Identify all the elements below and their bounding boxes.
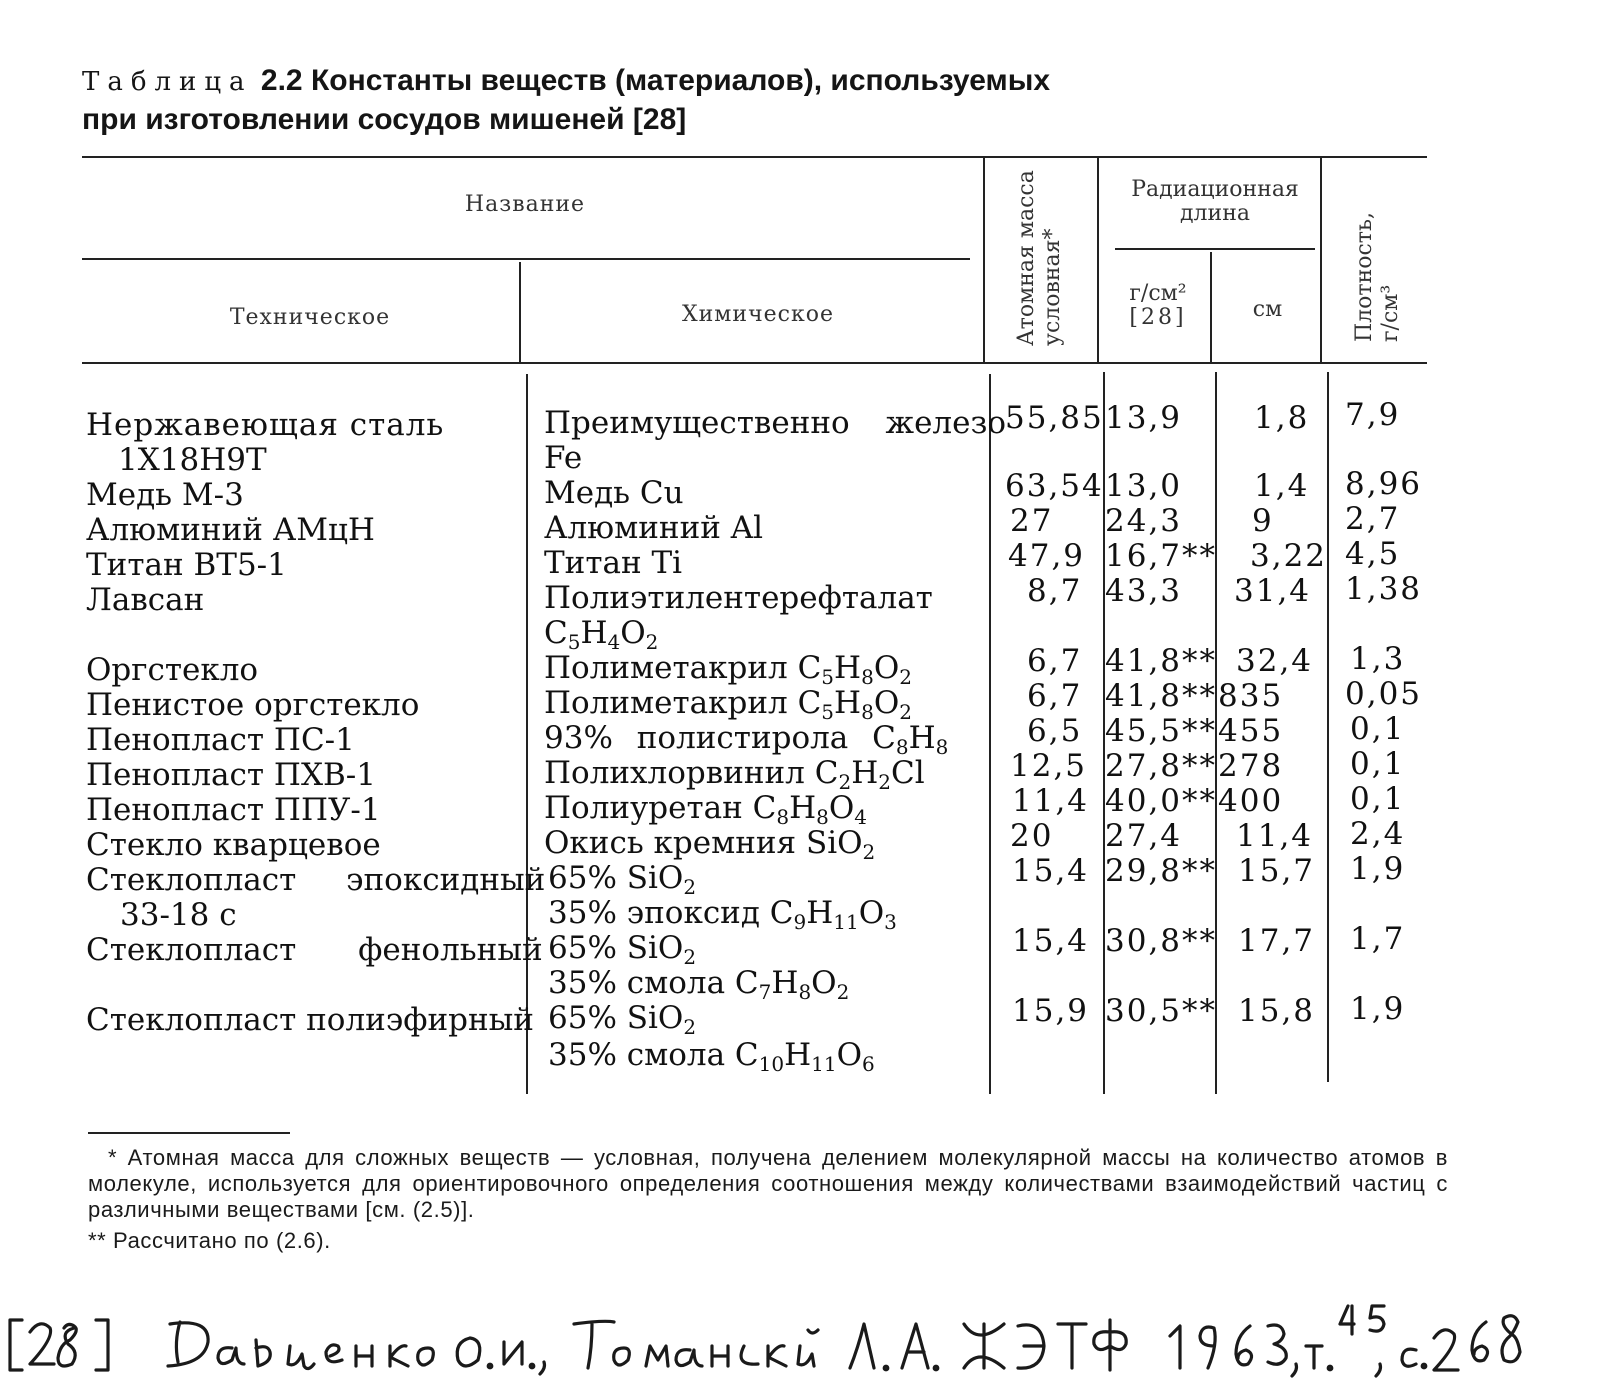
cell-mass: 63,54 [1005, 468, 1104, 504]
cell-chem-formula: Полиметакрил $C_5H_8O_2$ [544, 650, 912, 689]
cell-mass: 15,9 [1012, 993, 1090, 1029]
header-density-line1: Плотность, [1352, 212, 1377, 342]
cell-chem-formula: 35% эпоксид $C_9H_{11}O_3$ [548, 895, 897, 934]
cell-rad-cm: 400 [1218, 783, 1284, 819]
cell-rad-cm: 835 [1218, 678, 1284, 714]
cell-rad-g: 27,4 [1105, 818, 1183, 854]
cell-chem-formula: $C_5H_4O_2$ [544, 615, 659, 654]
cell-tech: Стеклопласт полиэфирный [86, 1002, 534, 1038]
body-divider-tech-chem [526, 374, 528, 1094]
cell-tech: Лавсан [86, 582, 205, 618]
cell-density: 2,7 [1345, 501, 1401, 537]
cell-chem-formula: Полиметакрил $C_5H_8O_2$ [544, 685, 912, 724]
cell-rad-cm: 1,8 [1254, 400, 1310, 436]
cell-tech: Стекло кварцевое [86, 827, 381, 863]
cell-rad-cm: 3,22 [1250, 538, 1328, 574]
footnote-rule [88, 1132, 290, 1134]
cell-rad-g: 24,3 [1105, 503, 1183, 539]
header-radlength [1110, 178, 1320, 226]
caption-number: 2.2 [260, 64, 303, 97]
cell-chem-formula: 35% смола $C_7H_8O_2$ [548, 965, 850, 1004]
cell-rad-g: 40,0** [1105, 783, 1218, 819]
cell-tech: Пенистое оргстекло [86, 687, 420, 723]
cell-density: 8,96 [1345, 466, 1423, 502]
cell-chem-formula: Полихлорвинил $C_2H_2Cl$ [544, 755, 925, 794]
table-top-rule [82, 156, 1427, 158]
cell-chem: Fe [544, 440, 583, 476]
cell-mass: 11,4 [1012, 783, 1090, 819]
cell-mass: 55,85 [1005, 400, 1104, 436]
cell-density: 7,9 [1345, 397, 1401, 433]
cell-chem: Алюминий Al [544, 510, 764, 546]
cell-tech: Пенопласт ПС-1 [86, 722, 355, 758]
header-atomic-mass [1014, 170, 1066, 346]
cell-rad-g: 13,9 [1105, 400, 1183, 436]
cell-rad-g: 16,7** [1105, 538, 1218, 574]
cell-rad-g: 41,8** [1105, 643, 1218, 679]
cell-density: 1,9 [1350, 851, 1406, 887]
cell-density: 0,1 [1350, 711, 1406, 747]
cell-tech: 1X18Н9Т [118, 442, 267, 478]
col-divider-mass-rad [1097, 158, 1099, 362]
cell-mass: 6,7 [1027, 678, 1083, 714]
cell-tech: Стеклопласт эпоксидный [86, 862, 546, 898]
col-divider-name-mass [983, 158, 985, 362]
cell-chem: Медь Cu [544, 475, 684, 511]
cell-mass: 6,7 [1027, 643, 1083, 679]
cell-chem-formula: 35% смола $C_{10}H_{11}O_6$ [548, 1037, 875, 1076]
body-divider-chem-mass [989, 374, 991, 1094]
cell-density: 4,5 [1345, 536, 1401, 572]
cell-rad-cm: 32,4 [1236, 643, 1314, 679]
cell-tech: Оргстекло [86, 652, 259, 688]
cell-chem-formula: Окись кремния SiO$_2$ [544, 825, 876, 864]
header-rad-cm: см [1252, 297, 1283, 322]
cell-density: 0,05 [1345, 676, 1423, 712]
cell-density: 2,4 [1350, 816, 1406, 852]
footnote-atomic-mass: * Атомная масса для сложных веществ — условная, получена делением молекулярной массы на количество атомов в молекуле, используется для ориентировочного определения соотношения между количествами взаимодействий частиц с различными веществами [см. (2.5)]. [88, 1145, 1448, 1222]
cell-rad-cm: 9 [1252, 503, 1274, 539]
cell-mass: 27 [1010, 503, 1054, 539]
header-technical: Техническое [229, 305, 391, 330]
cell-chem-formula: Полиуретан $C_8H_8O_4$ [544, 790, 868, 829]
cell-rad-cm: 278 [1218, 748, 1284, 784]
cell-rad-g: 13,0 [1105, 468, 1183, 504]
body-divider-cm-rho [1327, 372, 1329, 1082]
cell-rad-cm: 17,7 [1238, 923, 1316, 959]
col-divider-rad-subcols [1210, 252, 1212, 362]
cell-rad-g: 43,3 [1105, 573, 1183, 609]
cell-rad-cm: 455 [1218, 713, 1284, 749]
name-group-rule [82, 258, 970, 260]
cell-rad-g: 27,8** [1105, 748, 1218, 784]
header-rad-gcm2-ref: [28] [1129, 305, 1187, 330]
cell-tech: Медь М-3 [86, 477, 244, 513]
cell-tech: Алюминий АМцН [86, 512, 375, 548]
cell-mass: 8,7 [1027, 573, 1083, 609]
cell-density: 1,38 [1345, 571, 1423, 607]
cell-rad-g: 45,5** [1105, 713, 1218, 749]
cell-mass: 15,4 [1012, 923, 1090, 959]
header-bottom-rule [82, 362, 1427, 364]
cell-tech: Стеклопласт фенольный [86, 932, 543, 968]
cell-chem-formula: 65% SiO$_2$ [548, 860, 697, 899]
cell-mass: 12,5 [1010, 748, 1088, 784]
header-radlength-line2: длина [1180, 201, 1250, 226]
caption-label: Таблица [82, 67, 253, 97]
cell-mass: 15,4 [1012, 853, 1090, 889]
table-caption [82, 62, 1282, 139]
cell-rad-cm: 15,8 [1238, 993, 1316, 1029]
header-rad-gcm2 [1108, 282, 1208, 330]
cell-chem-formula: 65% SiO$_2$ [548, 930, 697, 969]
header-atomic-mass-line1: Атомная масса [1014, 170, 1039, 346]
cell-rad-cm: 11,4 [1236, 818, 1314, 854]
cell-density: 1,7 [1350, 921, 1406, 957]
cell-chem-formula: 93% полистирола $C_8H_8$ [544, 720, 949, 759]
cell-chem: Полиэтилентерефталат [544, 580, 933, 616]
cell-tech: Пенопласт ППУ-1 [86, 792, 381, 828]
footnote-calculated: ** Рассчитано по (2.6). [88, 1228, 331, 1253]
cell-mass: 20 [1010, 818, 1054, 854]
cell-rad-g: 29,8** [1105, 853, 1218, 889]
radlength-group-rule [1115, 248, 1315, 250]
cell-tech: 33-18 с [120, 897, 237, 933]
header-atomic-mass-line2: условная* [1040, 228, 1065, 346]
cell-mass: 6,5 [1027, 713, 1083, 749]
cell-tech: Нержавеющая сталь [86, 407, 445, 443]
cell-density: 0,1 [1350, 746, 1406, 782]
col-divider-tech-chem [519, 262, 521, 362]
col-divider-rad-density [1320, 158, 1322, 362]
cell-mass: 47,9 [1008, 538, 1086, 574]
header-radlength-line1: Радиационная [1131, 177, 1299, 202]
header-rad-gcm2-unit: г/см² [1129, 281, 1187, 306]
cell-chem: Титан Ti [544, 545, 683, 581]
caption-title-line2: при изготовлении сосудов мишеней [28] [82, 103, 687, 136]
header-density-line2: г/см³ [1378, 284, 1403, 342]
cell-rad-cm: 1,4 [1254, 468, 1310, 504]
cell-rad-cm: 31,4 [1234, 573, 1312, 609]
cell-rad-g: 30,5** [1105, 993, 1218, 1029]
cell-density: 1,9 [1350, 991, 1406, 1027]
cell-chem: Преимущественно железо [544, 405, 1007, 441]
header-density [1352, 212, 1404, 342]
cell-tech: Пенопласт ПХВ-1 [86, 757, 376, 793]
handwritten-reference-note [0, 1262, 1607, 1382]
cell-rad-g: 41,8** [1105, 678, 1218, 714]
header-chemical: Химическое [681, 302, 834, 327]
caption-title-line1: Константы веществ (материалов), используемых [310, 64, 1050, 97]
cell-chem-formula: 65% SiO$_2$ [548, 1000, 697, 1039]
cell-density: 0,1 [1350, 781, 1406, 817]
cell-rad-g: 30,8** [1105, 923, 1218, 959]
cell-tech: Титан ВТ5-1 [86, 547, 287, 583]
header-name: Название [464, 192, 586, 217]
cell-rad-cm: 15,7 [1238, 853, 1316, 889]
cell-density: 1,3 [1350, 641, 1406, 677]
